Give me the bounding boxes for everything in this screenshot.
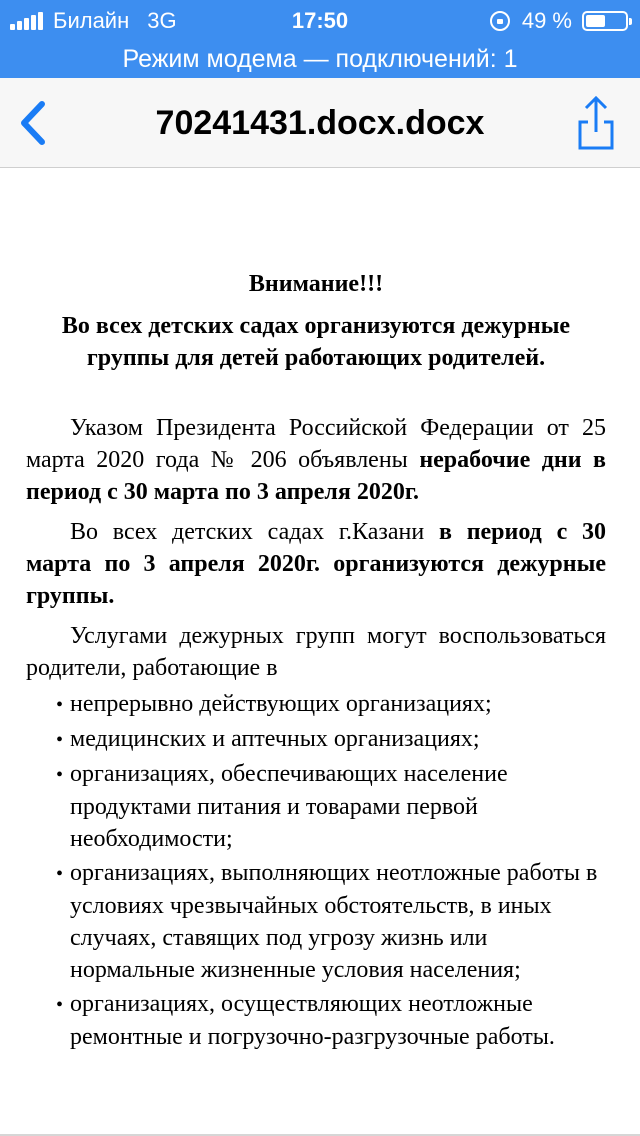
document-title: 70241431.docx.docx bbox=[155, 104, 485, 142]
list-item-text: организациях, обеспечивающих население продуктами питания и товарами первой необходимости; bbox=[70, 761, 508, 852]
carrier-name: Билайн bbox=[53, 8, 130, 33]
list-item-text: организациях, осуществляющих неотложные ремонтные и погрузочно-разгрузочные работы. bbox=[70, 991, 555, 1050]
kazan-bold-text: в период с 30 марта по 3 апреля 2020г. организуются дежурные группы. bbox=[26, 519, 607, 609]
doc-bullet-list bbox=[26, 688, 606, 1053]
doc-subheading: Во всех детских садах организуются дежурные группы для детей работающих родителей. bbox=[61, 313, 571, 371]
decree-text: Указом Президента Российской Федерации от 25 марта 2020 года № 206 объявлены bbox=[26, 415, 606, 473]
hotspot-banner[interactable]: Режим модема — подключений: 1 bbox=[0, 42, 640, 78]
battery-icon bbox=[582, 11, 628, 31]
share-icon bbox=[574, 94, 618, 152]
list-item bbox=[26, 723, 606, 756]
decree-bold-text: нерабочие дни в период с 30 марта по 3 апреля 2020г. bbox=[26, 447, 606, 505]
battery-percent: 49 % bbox=[521, 8, 572, 33]
status-time: 17:50 bbox=[291, 8, 349, 33]
chevron-left-icon bbox=[12, 96, 56, 150]
list-item-text: организациях, выполняющих неотложные работы в условиях чрезвычайных обстоятельств, в иных случаях, ставящих под угрозу жизнь или нормальные жизненные условия населения; bbox=[70, 860, 598, 983]
status-bar bbox=[0, 0, 640, 42]
doc-paragraph-services: Услугами дежурных групп могут воспользоваться родители, работающие в bbox=[26, 623, 606, 681]
bullet-icon: • bbox=[56, 694, 64, 716]
rotation-lock-icon bbox=[490, 11, 510, 31]
list-item bbox=[26, 758, 606, 855]
back-button[interactable] bbox=[12, 96, 56, 150]
navigation-bar bbox=[0, 78, 640, 168]
network-type: 3G bbox=[147, 8, 177, 33]
document-viewer[interactable] bbox=[26, 170, 606, 1055]
list-item bbox=[26, 988, 606, 1053]
bullet-icon: • bbox=[56, 764, 64, 786]
list-item-text: медицинских и аптечных организациях; bbox=[70, 726, 480, 752]
bullet-icon: • bbox=[56, 729, 64, 751]
doc-paragraph-decree bbox=[26, 412, 606, 508]
list-item bbox=[26, 688, 606, 721]
battery-cap bbox=[629, 18, 632, 25]
doc-heading: Внимание!!! bbox=[248, 271, 384, 297]
share-button[interactable] bbox=[574, 94, 618, 152]
list-item bbox=[26, 857, 606, 986]
list-item-text: непрерывно действующих организациях; bbox=[70, 691, 492, 717]
bullet-icon: • bbox=[56, 863, 64, 885]
battery-level bbox=[586, 15, 605, 27]
kazan-text: Во всех детских садах г.Казани bbox=[70, 519, 439, 545]
bullet-icon: • bbox=[56, 994, 64, 1016]
status-right bbox=[490, 8, 628, 34]
doc-paragraph-kazan bbox=[26, 516, 606, 612]
